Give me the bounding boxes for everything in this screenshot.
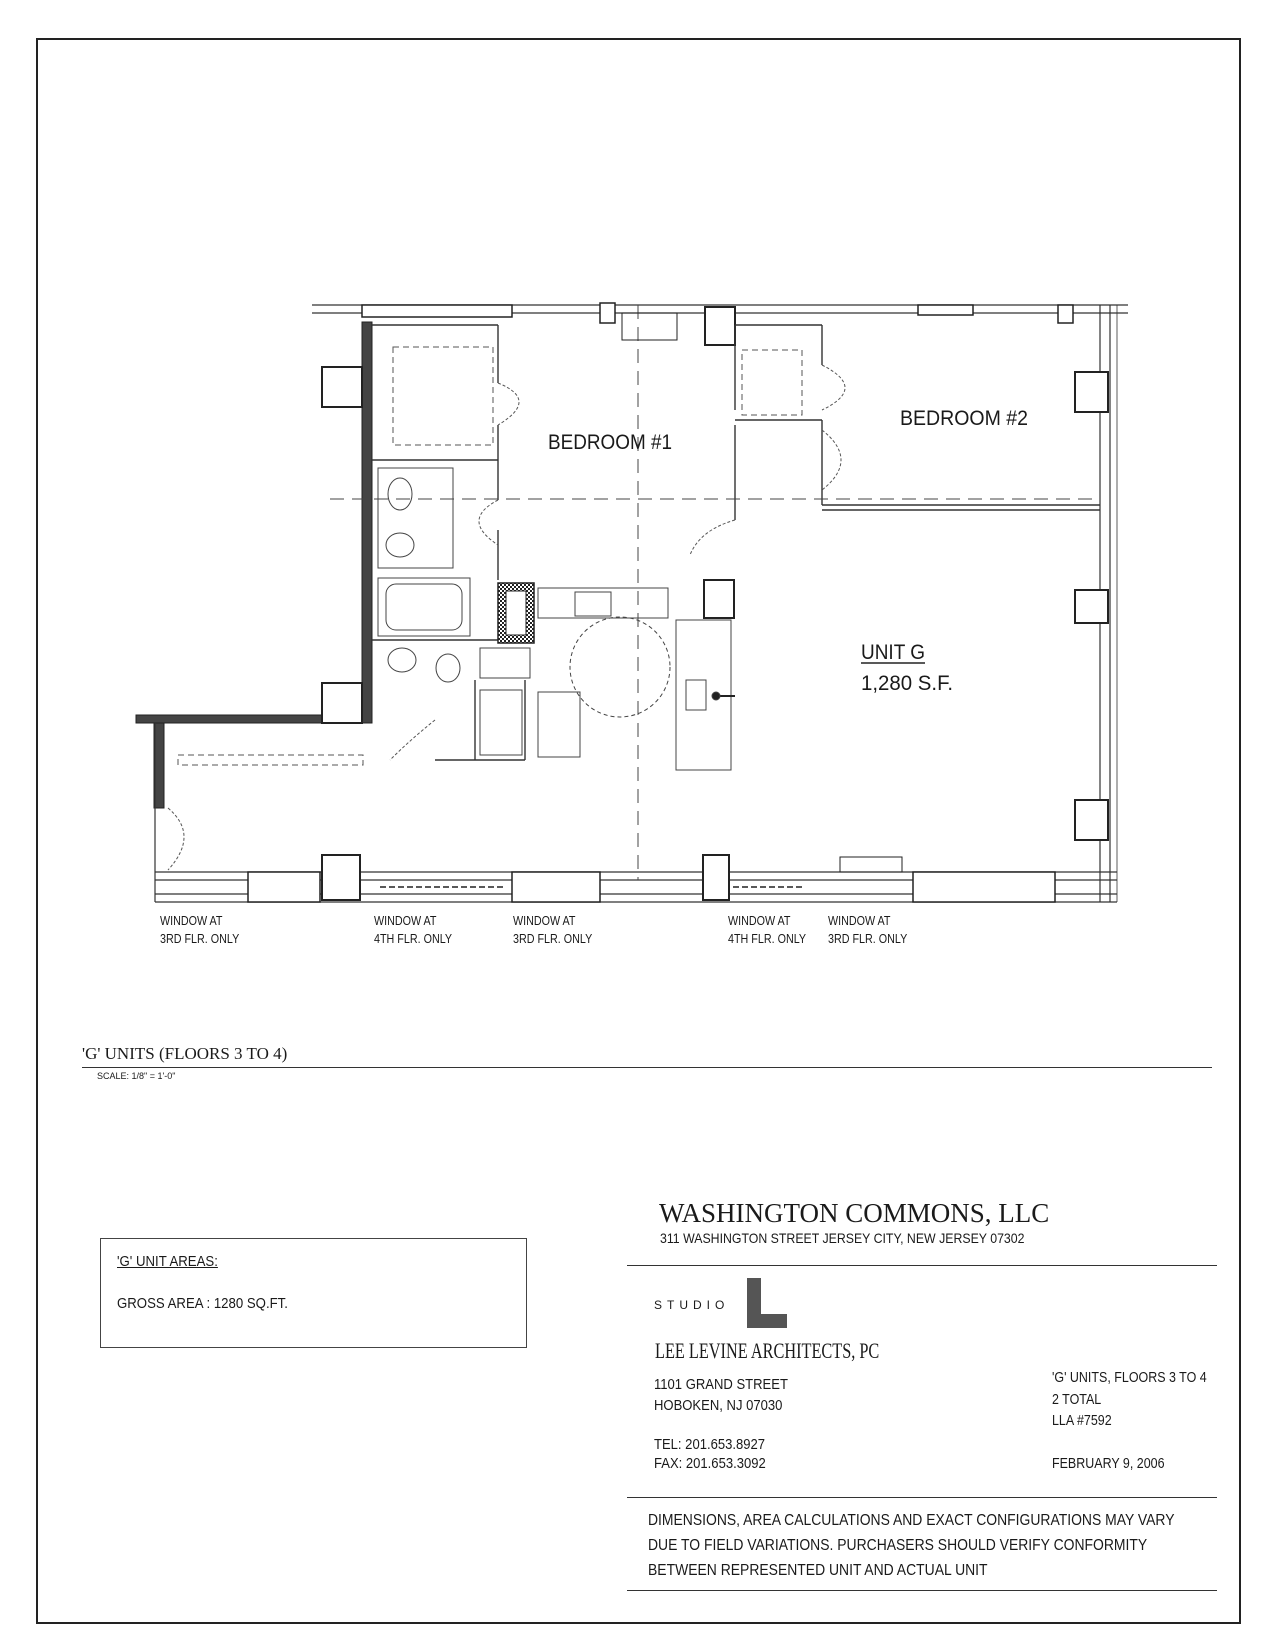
disclaimer-text: DIMENSIONS, AREA CALCULATIONS AND EXACT CONFIGURATIONS MAY VARY DUE TO FIELD VARIATIONS. PURCHASERS SHOULD VERIFY CONFORMITY BETWEEN REPRESENTED UNIT AND ACTUAL UNIT — [648, 1512, 1175, 1579]
scale-note: SCALE: 1/8" = 1'-0" — [97, 1071, 176, 1081]
sheet-total: 2 TOTAL — [1052, 1392, 1102, 1408]
gross-area-text: GROSS AREA : 1280 SQ.FT. — [117, 1295, 288, 1312]
title-block-rule-2 — [627, 1497, 1217, 1498]
unit-areas-box — [100, 1238, 527, 1348]
firm-city: HOBOKEN, NJ 07030 — [654, 1398, 783, 1414]
title-block-rule-1 — [627, 1265, 1217, 1266]
window-note-4 — [728, 912, 806, 948]
title-block-rule-3 — [627, 1590, 1217, 1591]
window-note-5 — [828, 912, 907, 948]
unit-area-label: 1,280 S.F. — [861, 672, 953, 695]
sheet-project-number: LLA #7592 — [1052, 1413, 1112, 1429]
interior-walls — [372, 325, 1100, 760]
studio-wordmark: STUDIO — [654, 1298, 730, 1312]
window-note-2-line2: 4TH FLR. ONLY — [374, 932, 453, 946]
client-name: WASHINGTON COMMONS, LLC — [659, 1198, 1050, 1228]
drawing-title: 'G' UNITS (FLOORS 3 TO 4) — [82, 1044, 288, 1063]
window-note-1 — [160, 912, 239, 948]
client-address: 311 WASHINGTON STREET JERSEY CITY, NEW JERSEY 07302 — [660, 1230, 1025, 1246]
window-note-2-line1: WINDOW AT — [374, 914, 437, 928]
sheet-units: 'G' UNITS, FLOORS 3 TO 4 — [1052, 1370, 1207, 1386]
bedroom-1-label: BEDROOM #1 — [548, 431, 672, 454]
unit-areas-title: 'G' UNIT AREAS: — [117, 1253, 218, 1270]
firm-fax: FAX: 201.653.3092 — [654, 1456, 766, 1472]
firm-name: LEE LEVINE ARCHITECTS, PC — [655, 1338, 880, 1363]
studio-l-logo — [747, 1278, 787, 1328]
window-note-3-line2: 3RD FLR. ONLY — [513, 932, 593, 946]
firm-street: 1101 GRAND STREET — [654, 1377, 788, 1393]
window-note-2 — [374, 912, 452, 948]
firm-tel: TEL: 201.653.8927 — [654, 1437, 766, 1453]
window-note-4-line1: WINDOW AT — [728, 914, 791, 928]
sheet-date: FEBRUARY 9, 2006 — [1052, 1456, 1165, 1472]
exterior-walls — [155, 305, 1128, 902]
window-note-3 — [513, 912, 592, 948]
bedroom-2-label: BEDROOM #2 — [900, 407, 1028, 430]
window-note-3-line1: WINDOW AT — [513, 914, 576, 928]
window-note-1-line1: WINDOW AT — [160, 914, 223, 928]
window-note-4-line2: 4TH FLR. ONLY — [728, 932, 807, 946]
unit-name-label: UNIT G — [861, 641, 925, 664]
title-rule — [82, 1067, 1212, 1068]
window-note-1-line2: 3RD FLR. ONLY — [160, 932, 240, 946]
window-note-5-line2: 3RD FLR. ONLY — [828, 932, 908, 946]
columns — [322, 307, 1108, 900]
window-note-5-line1: WINDOW AT — [828, 914, 891, 928]
closets — [178, 347, 802, 765]
